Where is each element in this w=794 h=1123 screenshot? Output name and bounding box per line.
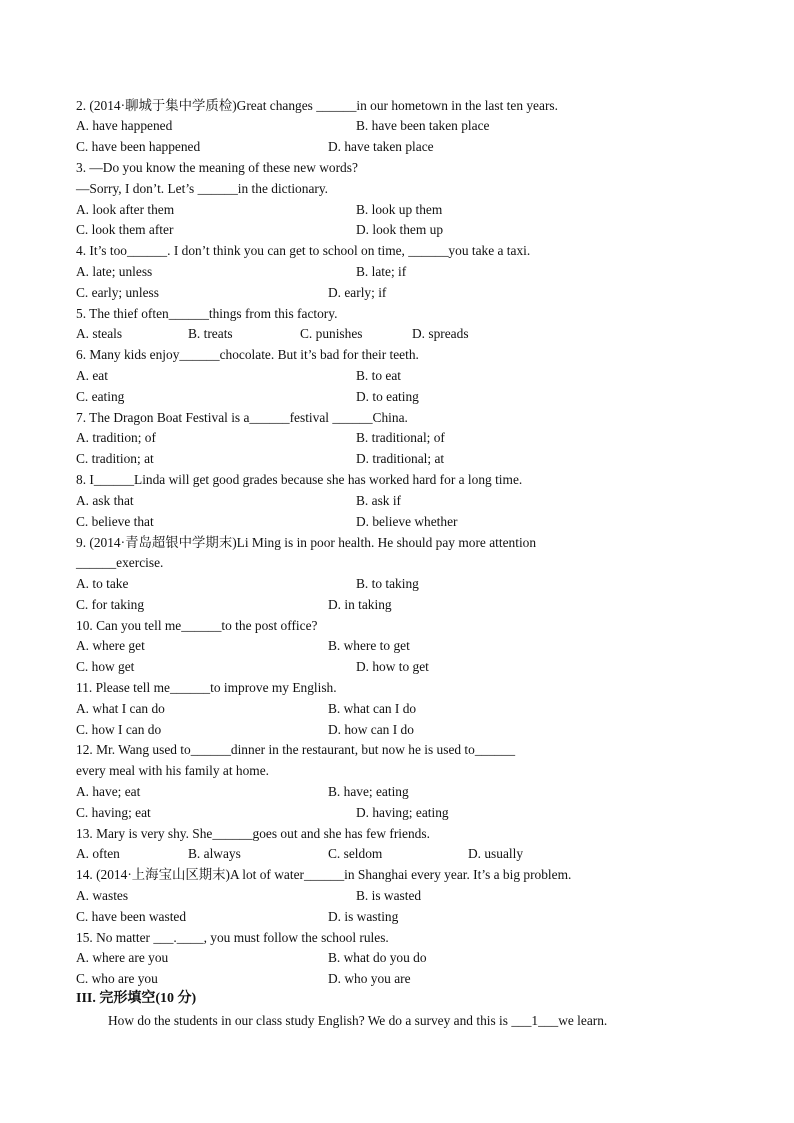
question-10-stem: 10. Can you tell me______to the post office?	[76, 618, 318, 633]
question-3-stem-2: —Sorry, I don’t. Let’s ______in the dictionary.	[76, 181, 329, 196]
question-11-option-d: D. how can I do	[328, 722, 414, 737]
question-10-option-c: C. how get	[76, 659, 135, 674]
question-8-option-d: D. believe whether	[356, 514, 458, 529]
question-12-option-a: A. have; eat	[76, 784, 141, 799]
question-6-option-b: B. to eat	[356, 368, 401, 383]
question-4-option-d: D. early; if	[328, 285, 387, 300]
question-12-stem-2: every meal with his family at home.	[76, 763, 269, 778]
question-3-stem: 3. —Do you know the meaning of these new words?	[76, 160, 358, 175]
question-12-option-b: B. have; eating	[328, 784, 409, 799]
question-6-stem: 6. Many kids enjoy______chocolate. But it’s bad for their teeth.	[76, 347, 419, 362]
question-14-option-a: A. wastes	[76, 888, 129, 903]
question-13-option-d: D. usually	[468, 846, 524, 861]
question-15-stem: 15. No matter ___.____, you must follow the school rules.	[76, 930, 389, 945]
question-10-option-b: B. where to get	[328, 638, 410, 653]
question-6-option-a: A. eat	[76, 368, 108, 383]
question-9-option-a: A. to take	[76, 576, 129, 591]
question-5-option-d: D. spreads	[412, 326, 469, 341]
question-15-option-a: A. where are you	[76, 950, 169, 965]
question-12-option-d: D. having; eating	[356, 805, 449, 820]
question-7-stem: 7. The Dragon Boat Festival is a______festival ______China.	[76, 410, 408, 425]
question-8-option-b: B. ask if	[356, 493, 402, 508]
question-3-option-c: C. look them after	[76, 222, 174, 237]
question-14-stem: 14. (2014·上海宝山区期末)A lot of water______in Shanghai every year. It’s a big problem.	[76, 867, 572, 882]
question-14-option-b: B. is wasted	[356, 888, 422, 903]
question-2-option-c: C. have been happened	[76, 139, 201, 154]
question-13-option-c: C. seldom	[328, 846, 383, 861]
question-10-option-a: A. where get	[76, 638, 145, 653]
question-7-option-b: B. traditional; of	[356, 430, 445, 445]
question-13-stem: 13. Mary is very shy. She______goes out and she has few friends.	[76, 826, 430, 841]
question-6-option-d: D. to eating	[356, 389, 419, 404]
section-title: III. 完形填空(10 分)	[76, 991, 197, 1006]
question-9-option-d: D. in taking	[328, 597, 392, 612]
question-13-option-b: B. always	[188, 846, 241, 861]
question-9-option-c: C. for taking	[76, 597, 145, 612]
question-12-option-c: C. having; eat	[76, 805, 151, 820]
question-11-option-c: C. how I can do	[76, 722, 162, 737]
question-7-option-d: D. traditional; at	[356, 451, 445, 466]
question-9-option-b: B. to taking	[356, 576, 419, 591]
question-2-stem: 2. (2014·聊城于集中学质检)Great changes ______in our hometown in the last ten years.	[76, 98, 558, 113]
question-3-option-b: B. look up them	[356, 202, 443, 217]
question-12-stem: 12. Mr. Wang used to______dinner in the restaurant, but now he is used to______	[76, 742, 516, 757]
question-9-stem: 9. (2014·青岛超银中学期末)Li Ming is in poor health. He should pay more attention	[76, 535, 537, 550]
question-6-option-c: C. eating	[76, 389, 125, 404]
question-3-option-a: A. look after them	[76, 202, 175, 217]
question-5-option-a: A. steals	[76, 326, 123, 341]
question-10-option-d: D. how to get	[356, 659, 429, 674]
question-7-option-a: A. tradition; of	[76, 430, 156, 445]
question-13-option-a: A. often	[76, 846, 120, 861]
question-5-option-b: B. treats	[188, 326, 233, 341]
question-8-stem: 8. I______Linda will get good grades because she has worked hard for a long time.	[76, 472, 523, 487]
question-4-option-a: A. late; unless	[76, 264, 153, 279]
question-15-option-d: D. who you are	[328, 971, 411, 986]
question-11-option-b: B. what can I do	[328, 701, 417, 716]
question-2-option-b: B. have been taken place	[356, 118, 490, 133]
question-2-option-d: D. have taken place	[328, 139, 434, 154]
question-11-option-a: A. what I can do	[76, 701, 165, 716]
question-4-option-b: B. late; if	[356, 264, 407, 279]
question-14-option-d: D. is wasting	[328, 909, 399, 924]
question-11-stem: 11. Please tell me______to improve my English.	[76, 680, 337, 695]
question-3-option-d: D. look them up	[356, 222, 444, 237]
question-14-option-c: C. have been wasted	[76, 909, 187, 924]
question-4-option-c: C. early; unless	[76, 285, 159, 300]
question-8-option-c: C. believe that	[76, 514, 154, 529]
question-15-option-b: B. what do you do	[328, 950, 427, 965]
question-7-option-c: C. tradition; at	[76, 451, 154, 466]
question-2-option-a: A. have happened	[76, 118, 173, 133]
question-9-stem-2: ______exercise.	[76, 555, 164, 570]
question-5-option-c: C. punishes	[300, 326, 363, 341]
question-5-stem: 5. The thief often______things from this factory.	[76, 306, 338, 321]
question-8-option-a: A. ask that	[76, 493, 134, 508]
question-15-option-c: C. who are you	[76, 971, 158, 986]
passage-line-1: How do the students in our class study English? We do a survey and this is ___1___we learn.	[108, 1013, 608, 1028]
question-4-stem: 4. It’s too______. I don’t think you can get to school on time, ______you take a taxi.	[76, 243, 531, 258]
